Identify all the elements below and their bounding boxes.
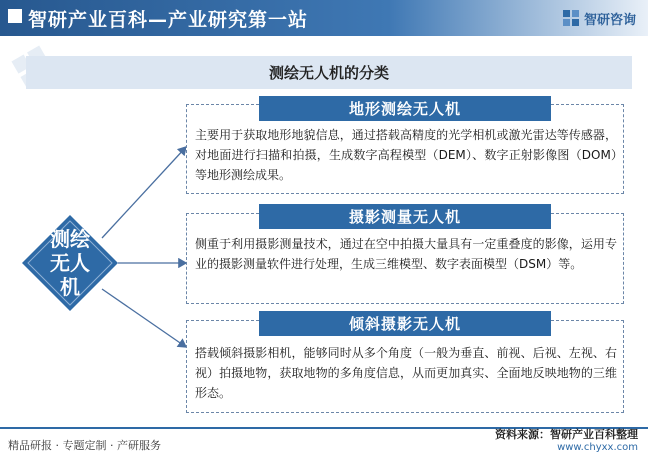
footer-tagline: 精品研报 · 专题定制 · 产研服务 — [8, 439, 161, 452]
category-card-2 — [186, 208, 624, 304]
center-label — [22, 227, 118, 299]
category-title-1: 地形测绘无人机 — [259, 96, 551, 121]
category-card-1 — [186, 100, 624, 194]
diagram-title: 测绘无人机的分类 — [268, 64, 389, 82]
category-title-2: 摄影测量无人机 — [259, 204, 551, 229]
category-text-2: 侧重于利用摄影测量技术，通过在空中拍摄大量具有一定重叠度的影像，运用专业的摄影测量软件进行处理，生成三维模型、数字表面模型（DSM）等。 — [195, 237, 617, 271]
center-label-line-3: 机 — [60, 275, 80, 299]
footer-source: 资料来源：智研产业百科整理 — [495, 428, 638, 441]
footer-url[interactable]: www.chyxx.com — [557, 442, 638, 453]
header-title: 智研产业百科—产业研究第一站 — [28, 9, 309, 31]
category-text-1: 主要用于获取地形地貌信息，通过搭载高精度的光学相机或激光雷达等传感器，对地面进行扫描和拍摄，生成数字高程模型（DEM）、数字正射影像图（DOM）等地形测绘成果。 — [195, 128, 617, 182]
center-label-line-1: 测绘 — [50, 227, 90, 251]
brand-name: 智研咨询 — [583, 12, 636, 28]
category-title-3: 倾斜摄影无人机 — [259, 311, 551, 336]
center-node — [22, 215, 118, 311]
category-text-3: 搭载倾斜摄影相机，能够同时从多个角度（一般为垂直、前视、后视、左视、右视）拍摄地物，获取地物的多角度信息，从而更加真实、全面地反映地物的三维形态。 — [195, 346, 617, 400]
center-label-line-2: 无人 — [50, 251, 90, 275]
category-card-3 — [186, 315, 624, 413]
